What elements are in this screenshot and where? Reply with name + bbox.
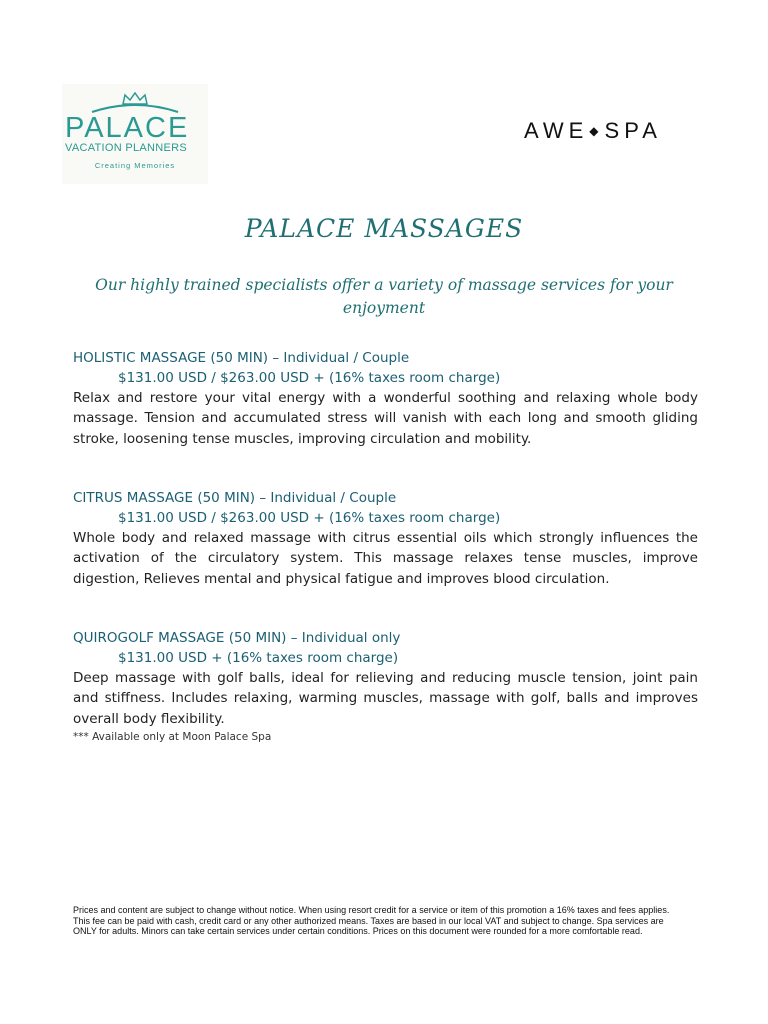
service-description: Deep massage with golf balls, ideal for relieving and reducing muscle tension, joint pain and stiffness. Includes relaxing, warming muscles, massage with golf, balls and improves overall body flexibility.	[73, 670, 698, 727]
service-price: $131.00 USD + (16% taxes room charge)	[118, 650, 399, 666]
logo-subtitle: VACATION PLANNERS	[65, 142, 188, 154]
service-heading: QUIROGOLF MASSAGE (50 MIN) – Individual only	[73, 630, 401, 646]
service-description: Relax and restore your vital energy with a wonderful soothing and relaxing whole body massage. Tension and accumulated stress will vanish with each long and smooth gliding stroke, loosening tense muscles, improving circulation and mobility.	[73, 390, 698, 447]
palace-logo	[62, 84, 208, 184]
page-title: PALACE MASSAGES	[244, 214, 524, 243]
service-citrus	[73, 488, 698, 589]
service-price: $131.00 USD / $263.00 USD + (16% taxes room charge)	[118, 370, 501, 386]
diamond-icon: ◆	[589, 124, 604, 138]
availability-note: *** Available only at Moon Palace Spa	[73, 730, 272, 743]
service-heading: HOLISTIC MASSAGE (50 MIN) – Individual / Couple	[73, 350, 410, 366]
service-description: Whole body and relaxed massage with citrus essential oils which strongly influences the activation of the circulatory system. This massage relaxes tense muscles, improve digestion, Relieves mental and physical fatigue and improves blood circulation.	[73, 530, 698, 587]
disclaimer-footer: Prices and content are subject to change without notice. When using resort credit for a service or item of this promotion a 16% taxes and fees applies. This fee can be paid with cash, credit card or any other authorized means. Taxes are based in our local VAT and subject to change. Spa services are ONLY for adults. Minors can take certain services under certain conditions. Prices on this document were rounded for a more comfortable read.	[73, 905, 670, 937]
intro-text: Our highly trained specialists offer a variety of massage services for your enjoyment	[95, 276, 673, 317]
service-holistic	[73, 348, 698, 449]
awe-text: AWE	[524, 118, 589, 143]
service-price: $131.00 USD / $263.00 USD + (16% taxes room charge)	[118, 510, 501, 526]
crown-icon	[120, 92, 150, 106]
service-heading: CITRUS MASSAGE (50 MIN) – Individual / Couple	[73, 490, 397, 506]
spa-text: SPA	[604, 118, 662, 143]
logo-brand: PALACE	[65, 112, 190, 144]
awe-spa-logo	[524, 118, 662, 144]
logo-tagline: Creating Memories	[94, 161, 176, 170]
service-quirogolf	[73, 628, 698, 745]
